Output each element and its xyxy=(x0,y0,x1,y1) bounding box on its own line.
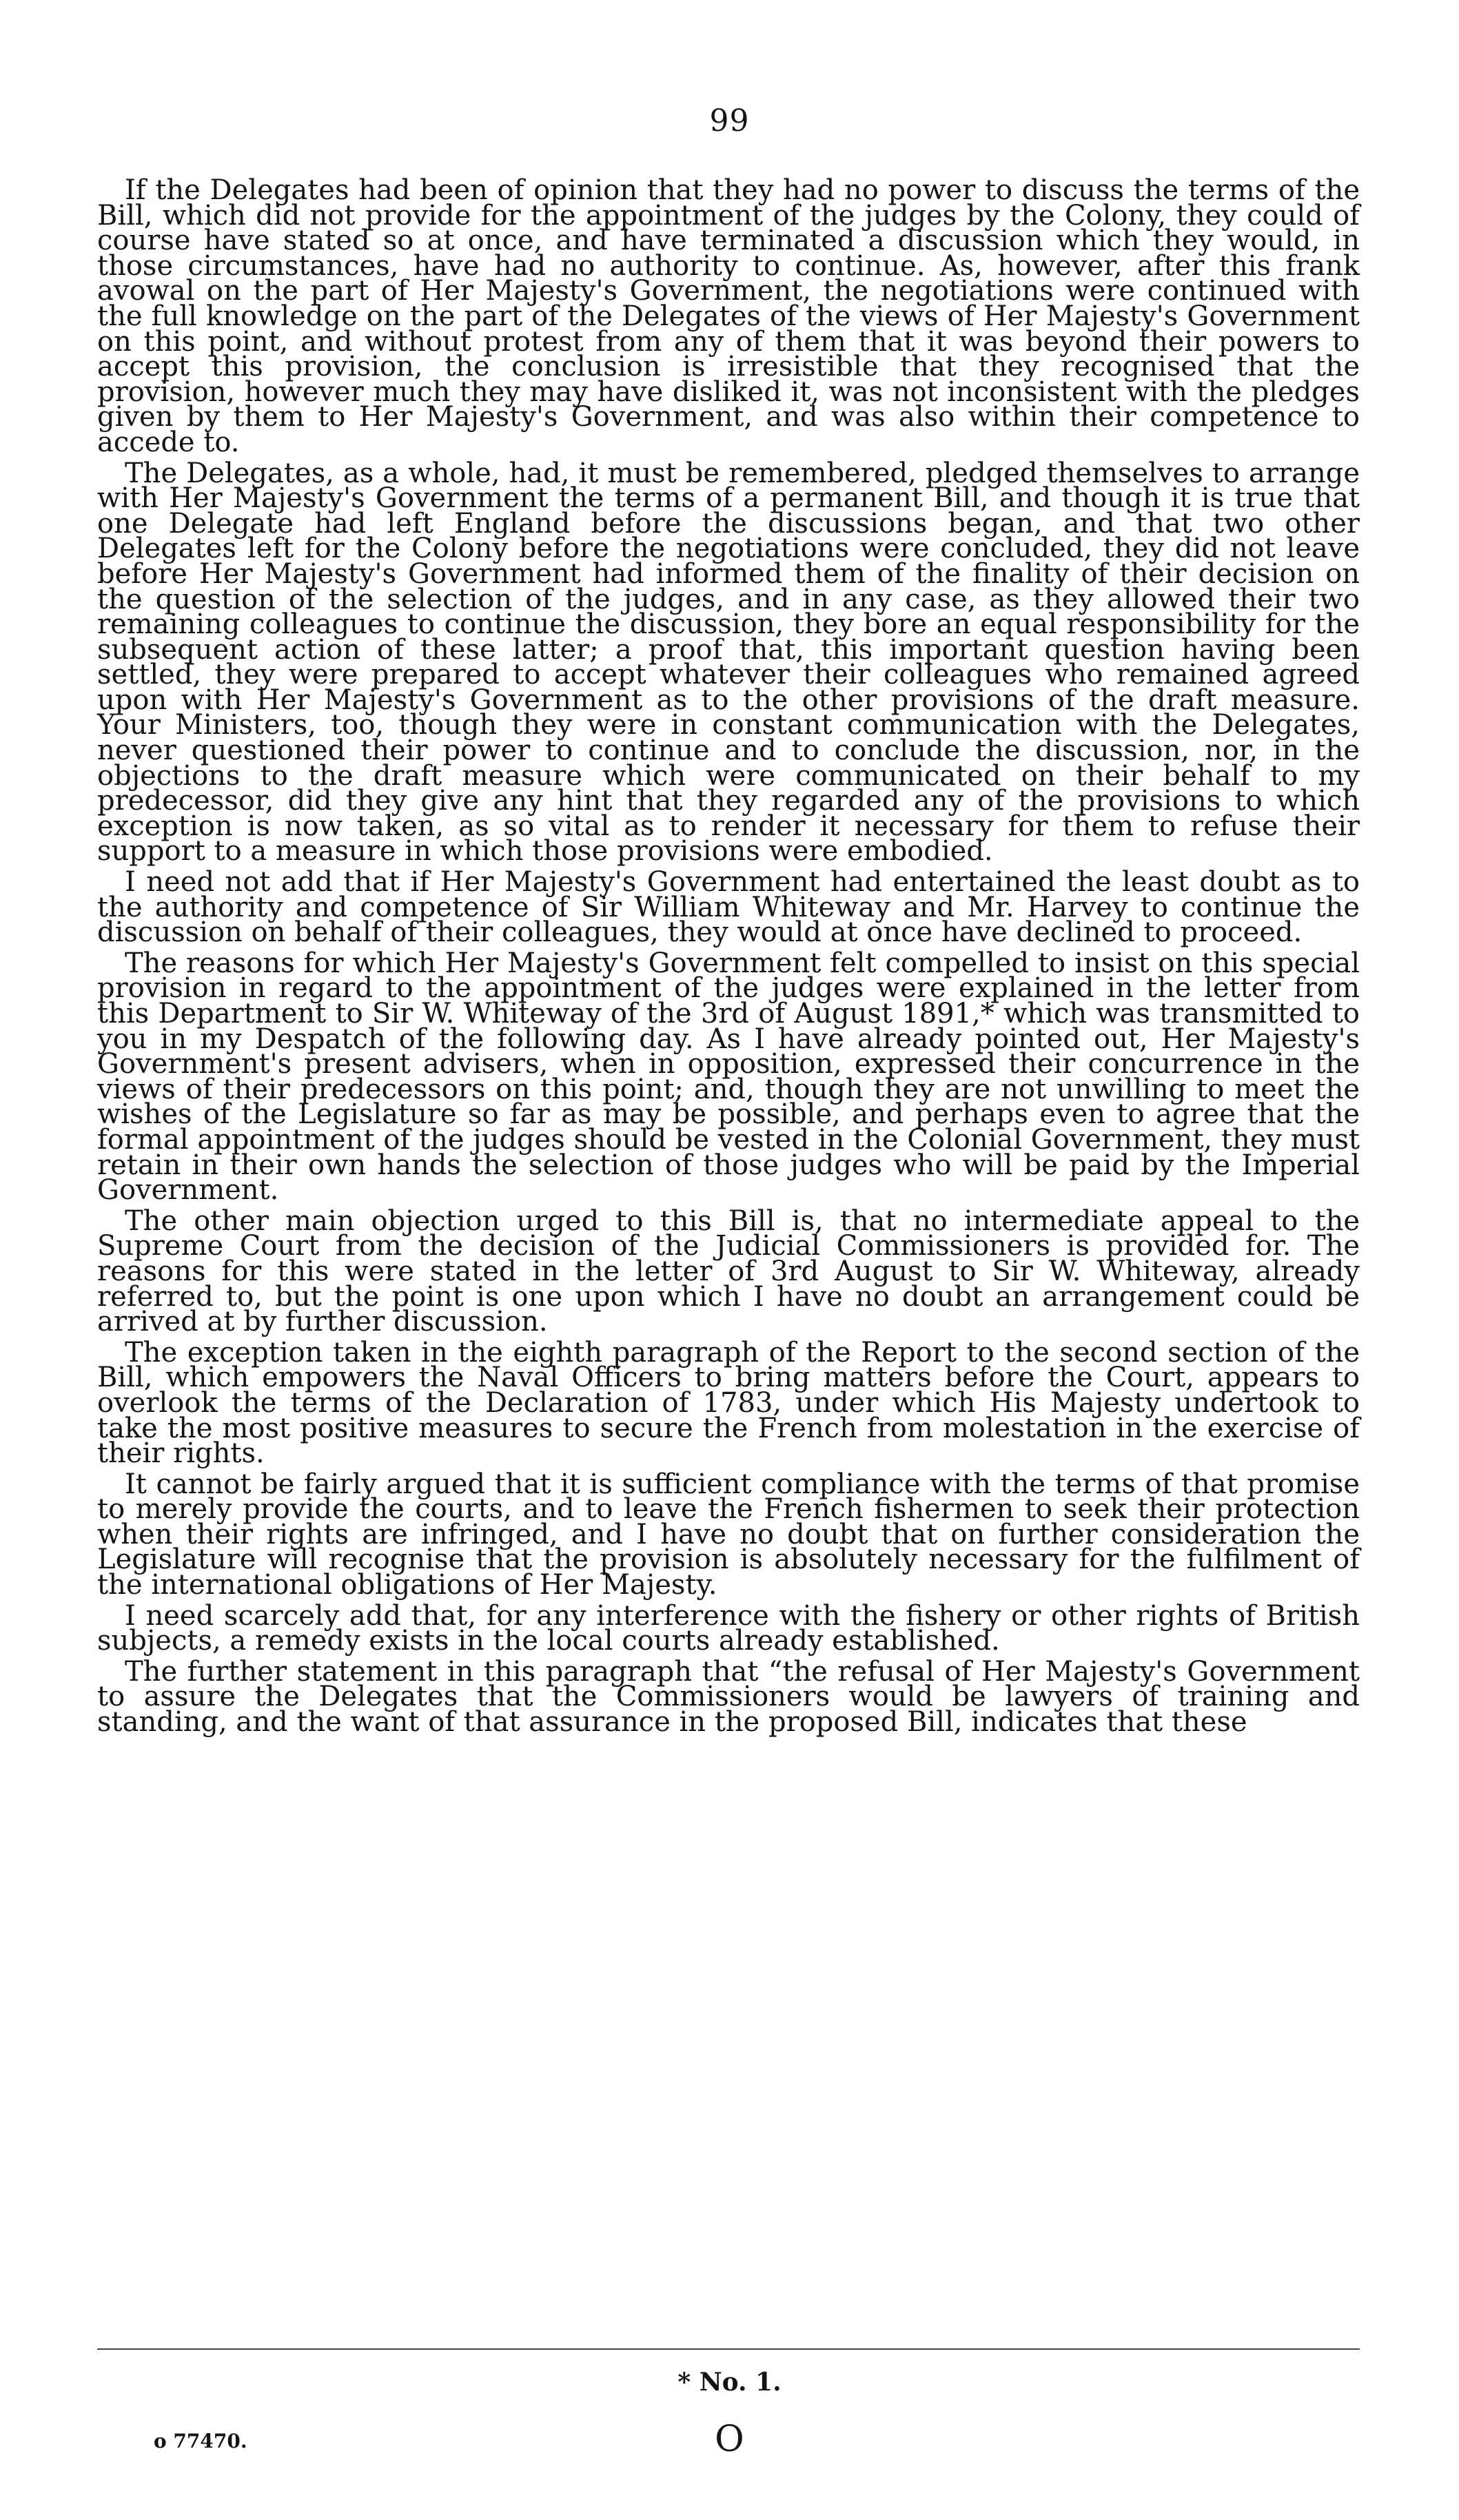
footnote: * No. 1. xyxy=(677,2368,782,2397)
paragraph-delegates-powers: If the Delegates had been of opinion that they had no power to discuss the terms of the Bill, which did not provide for the appointment of the judges by the Colony, they could of course have stated so at once, and have terminated a discussion which they would, in those circumstances, have had no authority to continue. As, however, after this frank avowal on the part of Her Majesty's Government, the negotiations were continued with the full knowledge on the part of the Delegates of the views of Her Majesty's Government on this point, and without protest from any of them that it was beyond their powers to accept this provision, the conclusion is irresistible that they recognised that the provision, however much they may have disliked it, was not inconsistent with the pledges given by them to Her Majesty's Government, and was also within their competence to accede to. xyxy=(97,174,1360,458)
signature-mark: O xyxy=(715,2419,744,2460)
paragraph-delegates-pledge: The Delegates, as a whole, had, it must be remembered, pledged themselves to arrange with Her Majesty's Government the terms of a permanent Bill, and though it is true that one Delegate had left England before the discussions began, and that two other Delegates left for the Colony before the negotiations were concluded, they did not leave before Her Majesty's Government had informed them of the finality of their decision on the question of the selection of the judges, and in any case, as they allowed their two remaining colleagues to continue the discussion, they bore an equal responsibility for the subsequent action of these latter; a proof that, this important question having been settled, they were prepared to accept whatever their colleagues who remained agreed upon with Her Majesty's Government as to the other provisions of the draft measure. Your Ministers, too, though they were in constant communication with the Delegates, never questioned their power to continue and to conclude the discussion, nor, in the objections to the draft measure which were communicated on their behalf to my predecessor, did they give any hint that they regarded any of the provisions to which exception is now taken, as so vital as to render it necessary for them to refuse their support to a measure in which those provisions were embodied. xyxy=(97,457,1360,868)
footnote-divider xyxy=(97,2348,1360,2350)
paragraph-naval-officers: The exception taken in the eighth paragraph of the Report to the second section of the Bill, which empowers the Naval Officers to bring matters before the Court, appears to overlook the terms of the Declaration of 1783, under which His Majesty undertook to take the most positive measures to secure the French from molestation in the exercise of their rights. xyxy=(97,1336,1360,1470)
paragraph-intermediate-appeal: The other main objection urged to this Bill is, that no intermediate appeal to the Supreme Court from the decision of the Judicial Commissioners is provided for. The reasons for this were stated in the letter of 3rd August to Sir W. Whiteway, already referred to, but the point is one upon which I have no doubt an arrangement could be arrived at by further discussion. xyxy=(97,1205,1360,1338)
paragraph-authority: I need not add that if Her Majesty's Government had entertained the least doubt as to the authority and competence of Sir William Whiteway and Mr. Harvey to continue the discussion on behalf of their colleagues, they would at once have declined to proceed. xyxy=(97,866,1360,949)
paragraph-further-statement: The further statement in this paragraph that “the refusal of Her Majesty's Government to assure the Delegates that the Commissioners would be lawyers of training and standing, and the want of that assurance in the proposed Bill, indicates that these xyxy=(97,1655,1360,1739)
paragraph-judges-appointment: The reasons for which Her Majesty's Government felt compelled to insist on this special provision in regard to the appointment of the judges were explained in the letter from this Department to Sir W. Whiteway of the 3rd of August 1891,* which was transmitted to you in my Despatch of the following day. As I have already pointed out, Her Majesty's Government's present advisers, when in opposition, expressed their concurrence in the views of their predecessors on this point; and, though they are not unwilling to meet the wishes of the Legislature so far as may be possible, and perhaps even to agree that the formal appointment of the judges should be vested in the Colonial Government, they must retain in their own hands the selection of those judges who will be paid by the Imperial Government. xyxy=(97,947,1360,1207)
paragraph-british-remedy: I need scarcely add that, for any interference with the fishery or other rights of British subjects, a remedy exists in the local courts already established. xyxy=(97,1599,1360,1657)
page-number: 99 xyxy=(709,103,750,139)
body-text xyxy=(97,174,1360,1741)
footer-code: o 77470. xyxy=(154,2430,247,2452)
paragraph-compliance: It cannot be fairly argued that it is sufficient compliance with the terms of that promise to merely provide the courts, and to leave the French fishermen to seek their protection when their rights are infringed, and I have no doubt that on further consideration the Legislature will recognise that the provision is absolutely necessary for the fulfilment of the international obligations of Her Majesty. xyxy=(97,1468,1360,1601)
